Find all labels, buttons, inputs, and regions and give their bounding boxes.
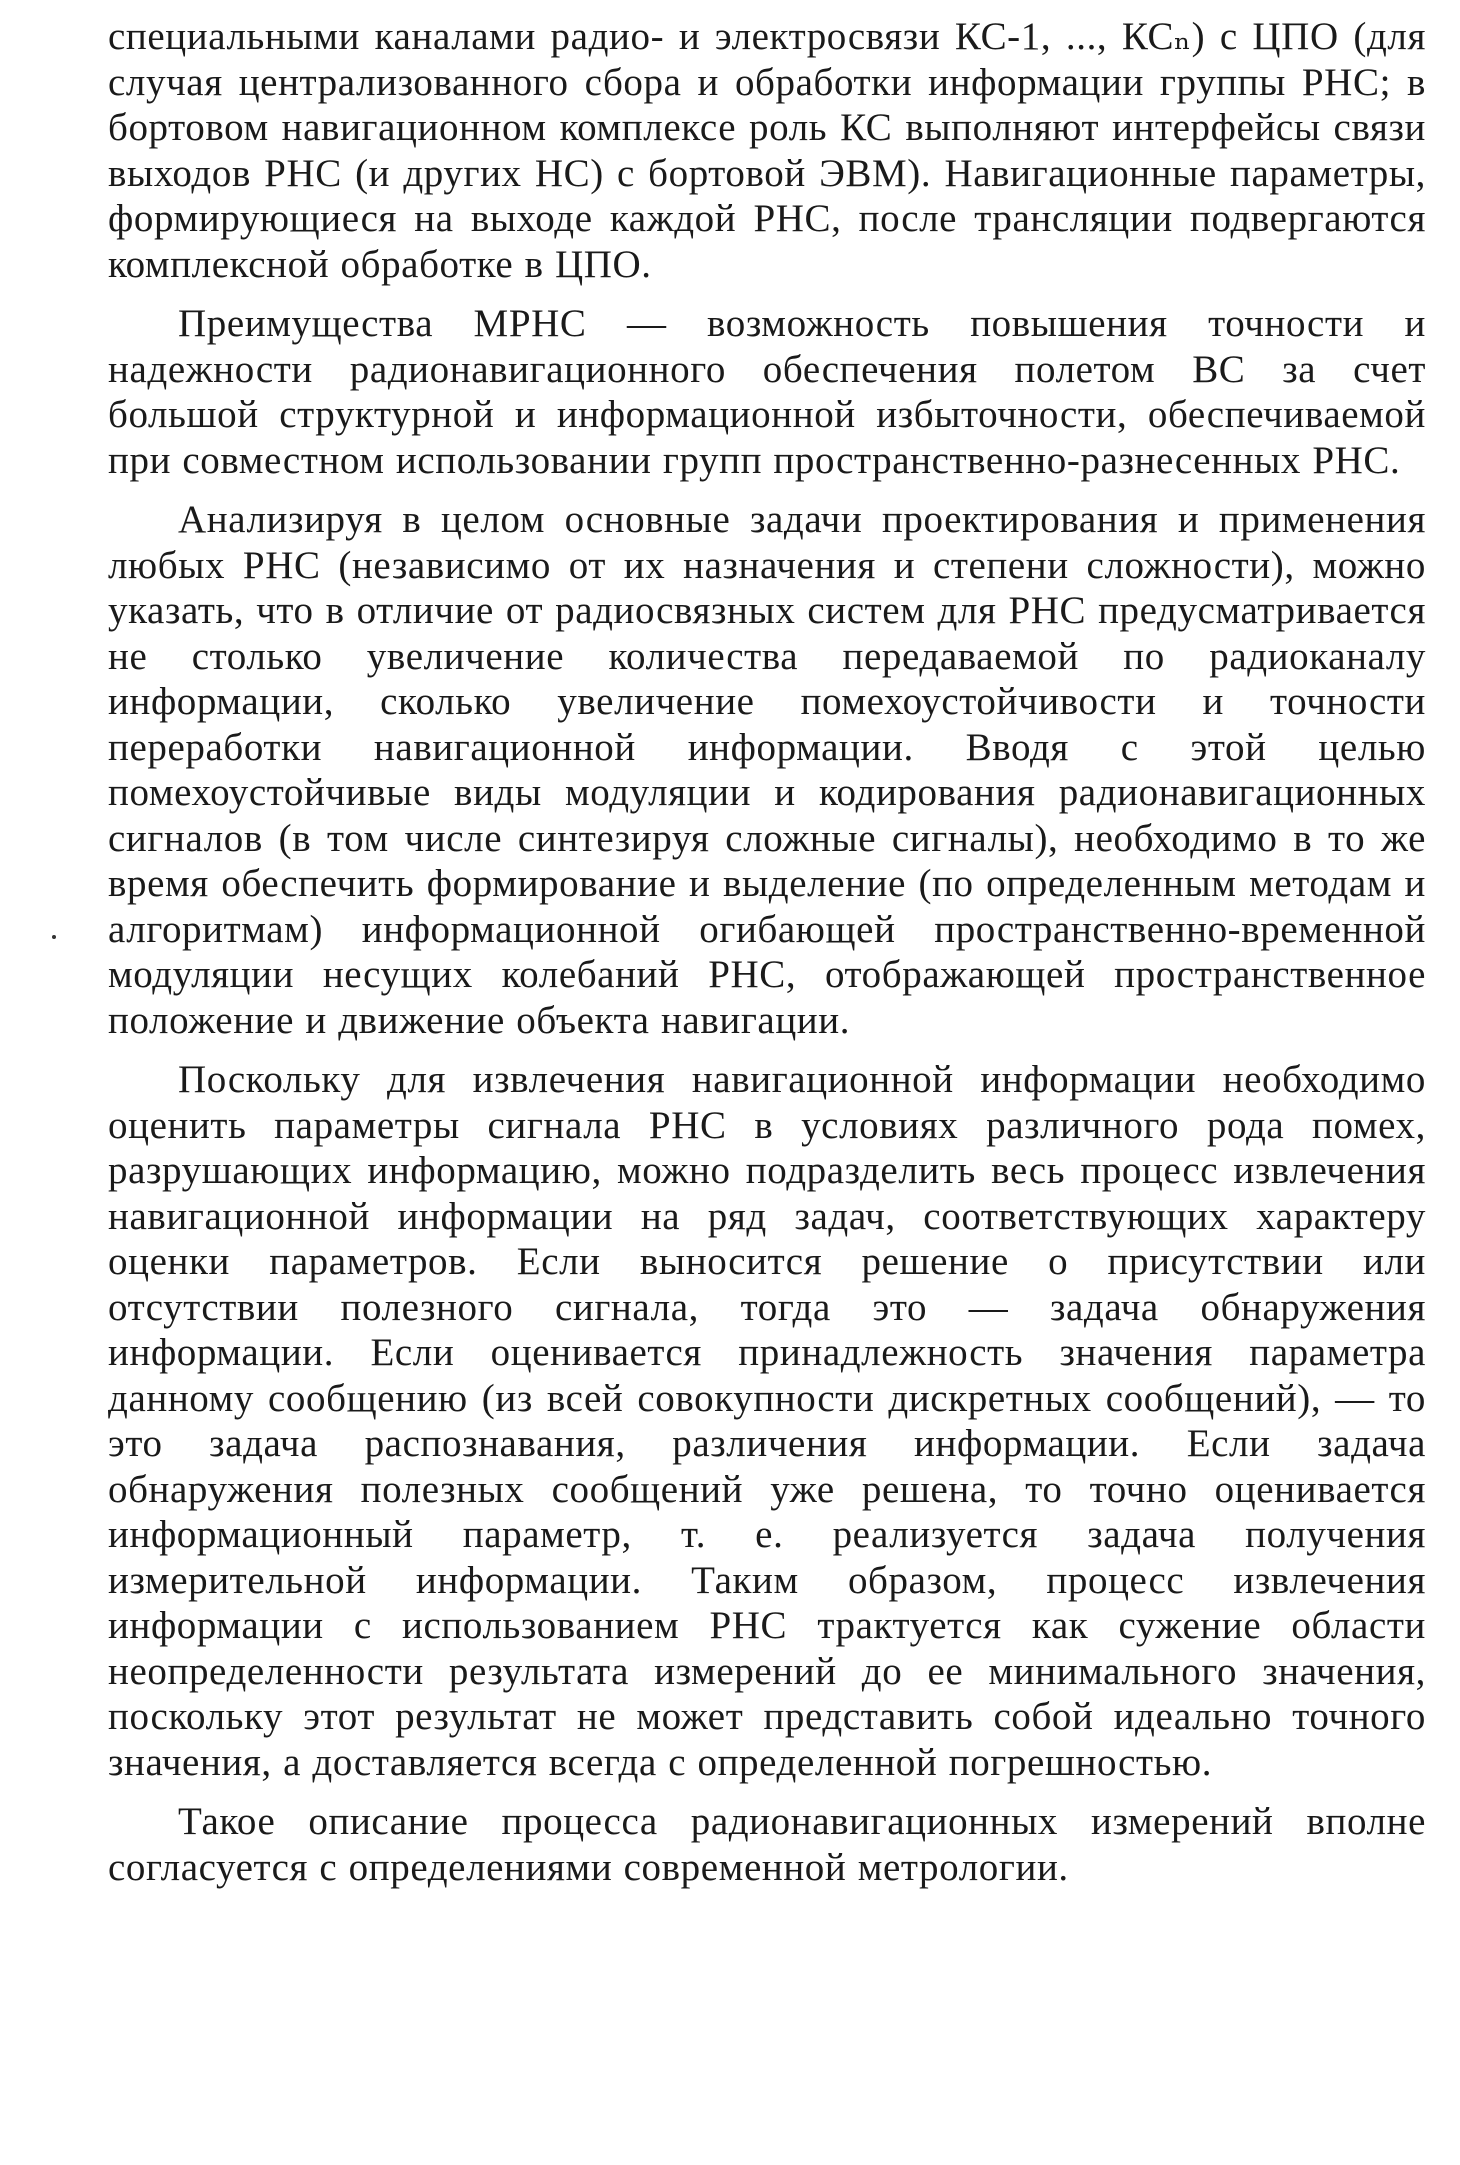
paragraph-2: Преимущества МРНС — возможность повышения точности и надежности радионавигационного обеспечения полетом ВС за счет большой структурной и информационной избыточности, обеспечиваемой при совместном использовании групп пространственно-разнесенных РНС.	[108, 302, 1426, 482]
document-page	[108, 14, 1426, 1890]
paragraph-5: Такое описание процесса радионавигационных измерений вполне согласуется с определениями современной метрологии.	[108, 1800, 1426, 1889]
paragraph-4: Поскольку для извлечения навигационной информации необходимо оценить параметры сигнала РНС в условиях различного рода помех, разрушающих информацию, можно подразделить весь процесс извлечения навигационной информации на ряд задач, соответствующих характеру оценки параметров. Если выносится решение о присутствии или отсутствии полезного сигнала, тогда это — задача обнаружения информации. Если оценивается принадлежность значения параметра данному сообщению (из всей совокупности дискретных сообщений), — то это задача распознавания, различения информации. Если задача обнаружения полезных сообщений уже решена, то точно оценивается информационный параметр, т. е. реализуется задача получения измерительной информации. Таким образом, процесс извлечения информации с использованием РНС трактуется как сужение области неопределенности результата измерений до ее минимального значения, поскольку этот результат не может представить собой идеально точного значения, а доставляется всегда с определенной погрешностью.	[108, 1058, 1426, 1784]
scan-speck	[52, 935, 56, 939]
paragraph-1: специальными каналами радио- и электросвязи КС-1, ..., КСₙ) с ЦПО (для случая централизованного сбора и обработки информации группы РНС; в бортовом навигационном комплексе роль КС выполняют интерфейсы связи выходов РНС (и других НС) с бортовой ЭВМ). Навигационные параметры, формирующиеся на выходе каждой РНС, после трансляции подвергаются комплексной обработке в ЦПО.	[108, 15, 1426, 286]
paragraph-3: Анализируя в целом основные задачи проектирования и применения любых РНС (независимо от их назначения и степени сложности), можно указать, что в отличие от радиосвязных систем для РНС предусматривается не столько увеличение количества передаваемой по радиоканалу информации, сколько увеличение помехоустойчивости и точности переработки навигационной информации. Вводя с этой целью помехоустойчивые виды модуляции и кодирования радионавигационных сигналов (в том числе синтезируя сложные сигналы), необходимо в то же время обеспечить формирование и выделение (по определенным методам и алгоритмам) информационной огибающей пространственно-временной модуляции несущих колебаний РНС, отображающей пространственное положение и движение объекта навигации.	[108, 498, 1426, 1042]
